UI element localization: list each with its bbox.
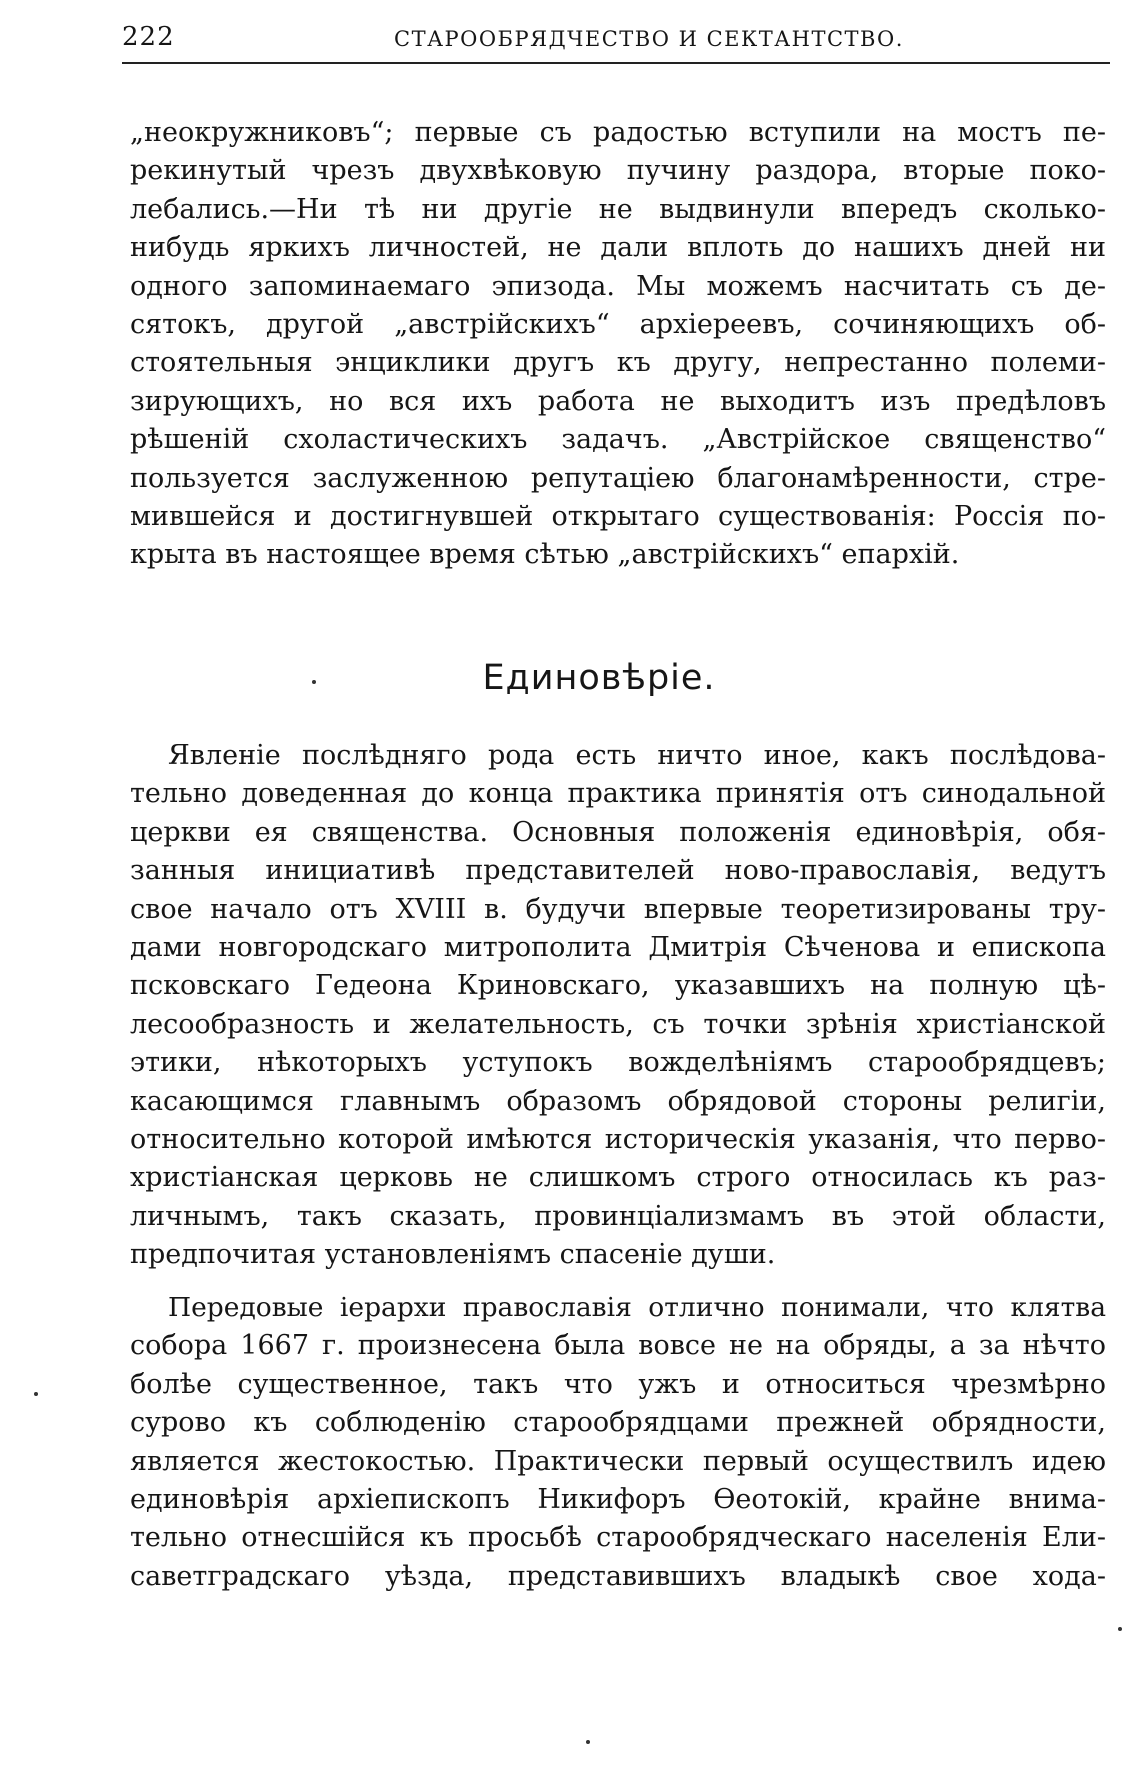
text-line: занныя инициативѣ представителей ново-православія, ведутъ <box>130 855 1106 887</box>
text-line: относительно которой имѣются историческія указанія, что перво- <box>130 1124 1106 1156</box>
paragraph-2 <box>130 737 1106 1275</box>
text-line: единовѣрія архіепископъ Никифоръ Өеотокій, крайне внима- <box>130 1484 1106 1516</box>
text-line: личнымъ, такъ сказать, провинціализмамъ въ этой области, <box>130 1200 1106 1232</box>
text-line: рекинутый чрезъ двухвѣковую пучину раздора, вторые поко- <box>130 155 1106 187</box>
text-line: одного запоминаемаго эпизода. Мы можемъ насчитать съ де- <box>130 270 1106 302</box>
text-line: зирующихъ, но вся ихъ работа не выходитъ изъ предѣловъ <box>130 385 1106 417</box>
text-line: Передовые іерархи православія отлично понимали, что клятва <box>168 1292 1106 1323</box>
text-line: нибудь яркихъ личностей, не дали вплоть до нашихъ дней ни <box>130 232 1106 264</box>
text-line: мившейся и достигнувшей открытаго существованія: Россія по- <box>130 501 1106 533</box>
text-line: тельно доведенная до конца практика принятія отъ синодальной <box>130 778 1106 810</box>
text-line: лебались.—Ни тѣ ни другіе не выдвинули впередъ сколько- <box>130 193 1106 225</box>
paragraph-3 <box>130 1289 1106 1596</box>
speck <box>1118 1627 1122 1631</box>
text-line: саветградскаго уѣзда, представившихъ владыкѣ свое хода- <box>130 1560 1106 1592</box>
text-line: рѣшеній схоластическихъ задачъ. „Австрійское священство“ <box>130 424 1106 456</box>
text-line: этики, нѣкоторыхъ уступокъ вожделѣніямъ старообрядцевъ; <box>130 1047 1106 1079</box>
section-heading: Единовѣріе. <box>482 658 716 698</box>
text-line: собора 1667 г. произнесена была вовсе не на обряды, а за нѣчто <box>130 1330 1106 1362</box>
text-line: церкви ея священства. Основныя положенія единовѣрія, обя- <box>130 816 1106 848</box>
page-number: 222 <box>122 22 175 52</box>
text-line: предпочитая установленіямъ спасеніе души. <box>130 1239 776 1271</box>
text-line: Явленіе послѣдняго рода есть ничто иное, какъ послѣдова- <box>168 740 1106 771</box>
page-header <box>122 22 1110 64</box>
text-line: болѣе существенное, такъ что ужъ и относиться чрезмѣрно <box>130 1368 1106 1400</box>
text-line: тельно отнесшійся къ просьбѣ старообрядческаго населенія Ели- <box>130 1522 1106 1554</box>
text-line: касающимся главнымъ образомъ обрядовой стороны религіи, <box>130 1085 1106 1117</box>
speck <box>586 1740 590 1744</box>
paragraph-1 <box>130 114 1106 575</box>
text-line: пользуется заслуженною репутаціею благонамѣренности, стре- <box>130 462 1106 494</box>
text-line: псковскаго Гедеона Криновскаго, указавшихъ на полную цѣ- <box>130 970 1106 1002</box>
running-title: СТАРООБРЯДЧЕСТВО И СЕКТАНТСТВО. <box>394 27 904 51</box>
text-line: сурово къ соблюденію старообрядцами прежней обрядности, <box>130 1407 1106 1439</box>
text-line: является жестокостью. Практически первый осуществилъ идею <box>130 1445 1106 1477</box>
text-line: стоятельныя энциклики другъ къ другу, непрестанно полеми- <box>130 347 1106 379</box>
text-line: христіанская церковь не слишкомъ строго относилась къ раз- <box>130 1162 1106 1194</box>
text-line: „неокружниковъ“; первые съ радостью вступили на мостъ пе- <box>130 117 1106 148</box>
text-line: крыта въ настоящее время сѣтью „австрійскихъ“ епархій. <box>130 539 960 571</box>
text-line: лесообразность и желательность, съ точки зрѣнія христіанской <box>130 1008 1106 1040</box>
text-line: сятокъ, другой „австрійскихъ“ архіереевъ, сочиняющихъ об- <box>130 309 1106 341</box>
speck <box>312 680 316 684</box>
speck <box>34 1392 38 1396</box>
text-line: свое начало отъ XVIII в. будучи впервые теоретизированы тру- <box>130 893 1106 925</box>
text-line: дами новгородскаго митрополита Дмитрія Сѣченова и епископа <box>130 932 1106 964</box>
